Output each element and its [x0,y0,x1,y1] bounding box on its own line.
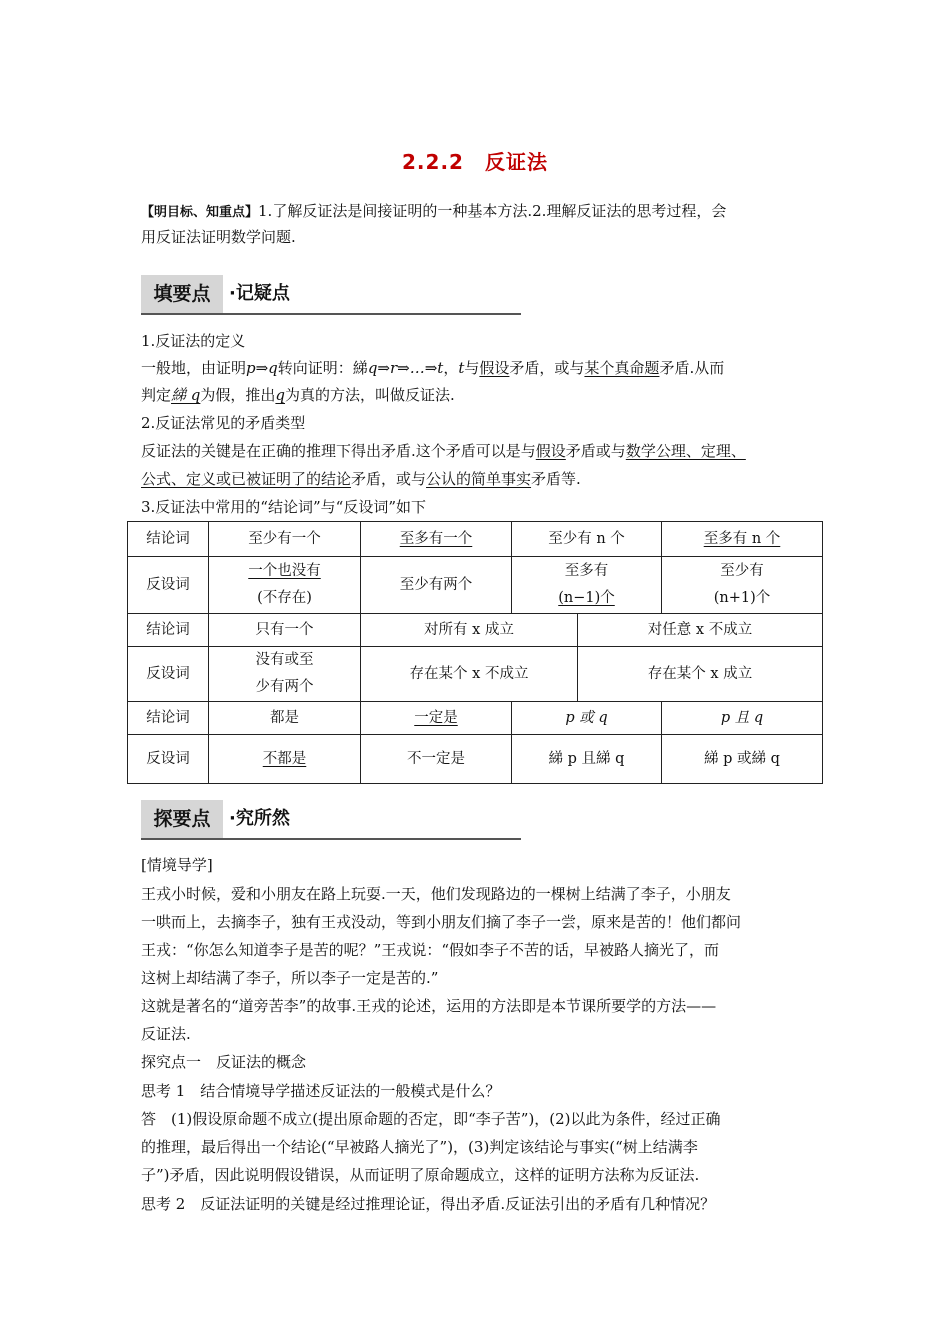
table-cell: 没有或至 少有两个 [208,646,361,702]
heading-definition: 1.反证法的定义 [141,332,246,350]
table-cell: 綈 p 且綈 q [511,734,662,784]
table-cell: p 或 q [511,701,662,735]
text: ， [443,359,459,377]
definition-line-1 [141,355,724,381]
text: 矛盾.从而 [659,359,725,377]
objectives-label: 【明目标、知重点】 [141,205,259,220]
definition-line-2 [141,382,455,408]
text: 转向证明：綈 [277,359,368,377]
answer-line-3: 子”)矛盾，因此说明假设错误，从而证明了原命题成立，这样的证明方法称为反证法. [141,1166,700,1184]
blank-answer: 綈 q [171,386,201,404]
blank-answer: 公认的简单事实 [426,470,532,488]
blank-answer: 假设 [479,359,510,377]
table-cell: 对所有 x 成立 [360,613,578,647]
table-cell: 至少有两个 [360,556,512,614]
text: 矛盾或与 [565,442,626,460]
table-cell: 至少有 n 个 [511,521,662,557]
story-line-3: 王戎：“你怎么知道李子是苦的呢？”王戎说：“假如李子不苦的话，早被路人摘光了，而 [141,941,720,959]
table-cell: 綈 p 或綈 q [661,734,823,784]
blank-answer: 公式、定义或已被证明了的结论 [141,470,352,488]
table-cell: 一个也没有 (不存在) [208,556,361,614]
situation-tag: [情境导学] [141,856,213,874]
table-cell: 反设词 [127,646,209,702]
table-cell: 至多有 (n−1)个 [511,556,662,614]
text: 矛盾，或与 [509,359,585,377]
think-2-question: 思考 2 反证法证明的关键是经过推理论证，得出矛盾.反证法引出的矛盾有几种情况？ [141,1195,716,1213]
text: 矛盾等. [531,470,581,488]
table-cell: 结论词 [127,613,209,647]
story-line-1: 王戎小时候，爱和小朋友在路上玩耍.一天，他们发现路边的一棵树上结满了李子，小朋友 [141,885,731,903]
table-cell: 至少有 (n+1)个 [661,556,823,614]
story-line-2: 一哄而上，去摘李子，独有王戎没动，等到小朋友们摘了李子一尝，原来是苦的！他们都问 [141,913,742,931]
section-box-label: 填要点 [141,275,223,313]
think-1-question: 思考 1 结合情境导学描述反证法的一般模式是什么？ [141,1082,501,1100]
table-cell: 结论词 [127,701,209,735]
table-cell: 结论词 [127,521,209,557]
blank-answer: 某个真命题 [584,359,660,377]
table-cell: 不都是 [208,734,361,784]
text: 反证法的关键是在正确的推理下得出矛盾.这个矛盾可以是与 [141,442,536,460]
text: 判定 [141,386,172,404]
heading-contradiction-types: 2.反证法常见的矛盾类型 [141,414,306,432]
contradiction-line-1 [141,438,746,464]
text: 与 [464,359,480,377]
blank-answer: q [275,386,286,404]
objectives-line-1 [141,198,726,226]
page-title: 2.2.2 反证法 [402,150,548,174]
table-cell: 都是 [208,701,361,735]
table-cell: 至多有 n 个 [661,521,823,557]
contradiction-line-2 [141,466,581,492]
table-cell: p 且 q [661,701,823,735]
table-cell: 至少有一个 [208,521,361,557]
table-cell: 存在某个 x 不成立 [360,646,578,702]
text: 一般地，由证明 [141,359,247,377]
blank-answer: 数学公理、定理、 [625,442,746,460]
story-line-4: 这树上却结满了李子，所以李子一定是苦的.” [141,969,439,987]
table-cell: 只有一个 [208,613,361,647]
table-cell: 存在某个 x 成立 [577,646,823,702]
story-line-5: 这就是著名的“道旁苦李”的故事.王戎的论述，运用的方法即是本节课所要学的方法—— [141,997,717,1015]
math: q⇒r⇒…⇒t [367,359,444,377]
answer-line-1: 答 (1)假设原命题不成立(提出原命题的否定，即“李子苦”)，(2)以此为条件，经过正确 [141,1110,721,1128]
section-box-label: 探要点 [141,800,223,838]
table-cell: 至多有一个 [360,521,512,557]
text: 矛盾，或与 [351,470,427,488]
heading-words-table: 3.反证法中常用的“结论词”与“反设词”如下 [141,498,426,516]
section-sub-label: ·记疑点 [229,283,290,304]
math: t [458,359,465,377]
blank-answer: 假设 [535,442,566,460]
story-line-6: 反证法. [141,1025,191,1043]
section-header-explore-points [141,800,521,840]
section-sub-label: ·究所然 [229,808,290,829]
table-cell: 不一定是 [360,734,512,784]
text: 为假，推出 [200,386,276,404]
objectives-line-2: 用反证法证明数学问题. [141,228,296,246]
objectives-text-1: 1.了解反证法是间接证明的一种基本方法.2.理解反证法的思考过程，会 [258,202,727,220]
math: p⇒q [246,359,278,377]
table-cell: 一定是 [360,701,512,735]
table-cell: 对任意 x 不成立 [577,613,823,647]
text: 为真的方法，叫做反证法. [285,386,455,404]
answer-line-2: 的推理，最后得出一个结论(“早被路人摘光了”)，(3)判定该结论与事实(“树上结满李 [141,1138,698,1156]
table-cell: 反设词 [127,734,209,784]
section-header-fill-points [141,275,521,315]
table-cell: 反设词 [127,556,209,614]
explore-point-heading: 探究点一 反证法的概念 [141,1053,307,1071]
